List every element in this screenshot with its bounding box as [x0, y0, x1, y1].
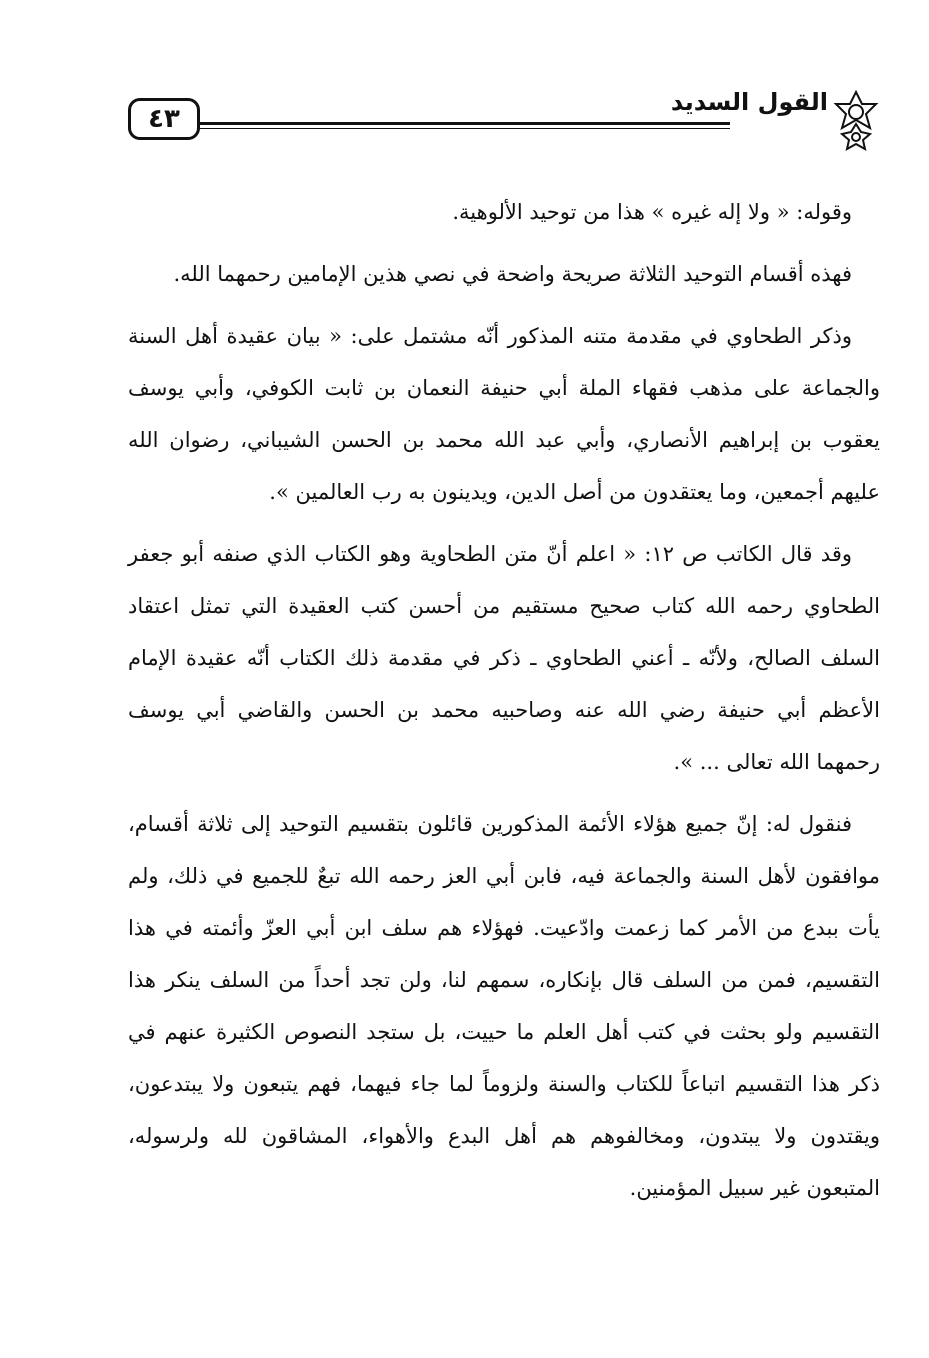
paragraph: وذكر الطحاوي في مقدمة متنه المذكور أنّه مشتمل على: « بيان عقيدة أهل السنة والجماعة على مذهب فقهاء الملة أبي حنيفة النعمان بن ثابت الكوفي، وأبي يوسف يعقوب بن إبراهيم الأنصاري، وأبي عبد الله محمد بن الحسن الشيباني، رضوان الله عليهم أجمعين، وما يعتقدون من أصل الدين، ويدينون به رب العالمين ». [128, 324, 880, 504]
paragraph: وقوله: « ولا إله غيره » هذا من توحيد الألوهية. [452, 200, 852, 224]
header-rule [198, 122, 730, 125]
header-rule-thin [198, 128, 730, 129]
body-text [128, 186, 880, 1220]
page-number: ٤٣ [128, 98, 200, 140]
page-header [128, 84, 880, 160]
paragraph: فنقول له: إنّ جميع هؤلاء الأئمة المذكورين قائلون بتقسيم التوحيد إلى ثلاثة أقسام، موافقون لأهل السنة والجماعة فيه، فابن أبي العز رحمه الله تبعٌ للجميع في ذلك، ولم يأت ببدع من الأمر كما زعمت وادّعيت. فهؤلاء هم سلف ابن أبي العزّ وأئمته في هذا التقسيم، فمن من السلف قال بإنكاره، سمهم لنا، ولن تجد أحداً من السلف ينكر هذا التقسيم ولو بحثت في كتب أهل العلم ما حييت، بل ستجد النصوص الكثيرة عنهم في ذكر هذا التقسيم اتباعاً للكتاب والسنة ولزوماً لما جاء فيهما، فهم يتبعون ولا يبتدعون، ويقتدون ولا يبتدون، ومخالفوهم هم أهل البدع والأهواء، المشاقون لله ولرسوله، المتبعون غير سبيل المؤمنين. [128, 812, 880, 1200]
paragraph: فهذه أقسام التوحيد الثلاثة صريحة واضحة في نصي هذين الإمامين رحمهما الله. [173, 262, 852, 286]
star-ornament-icon [832, 84, 880, 154]
running-title: القول السديد [665, 88, 834, 116]
paragraph: وقد قال الكاتب ص ١٢: « اعلم أنّ متن الطحاوية وهو الكتاب الذي صنفه أبو جعفر الطحاوي رحمه الله كتاب صحيح مستقيم من أحسن كتب العقيدة التي تمثل اعتقاد السلف الصالح، ولأنّه ـ أعني الطحاوي ـ ذكر في مقدمة ذلك الكتاب أنّه عقيدة الإمام الأعظم أبي حنيفة رضي الله عنه وصاحبيه محمد بن الحسن والقاضي أبي يوسف رحمهما الله تعالى ... ». [128, 542, 880, 774]
